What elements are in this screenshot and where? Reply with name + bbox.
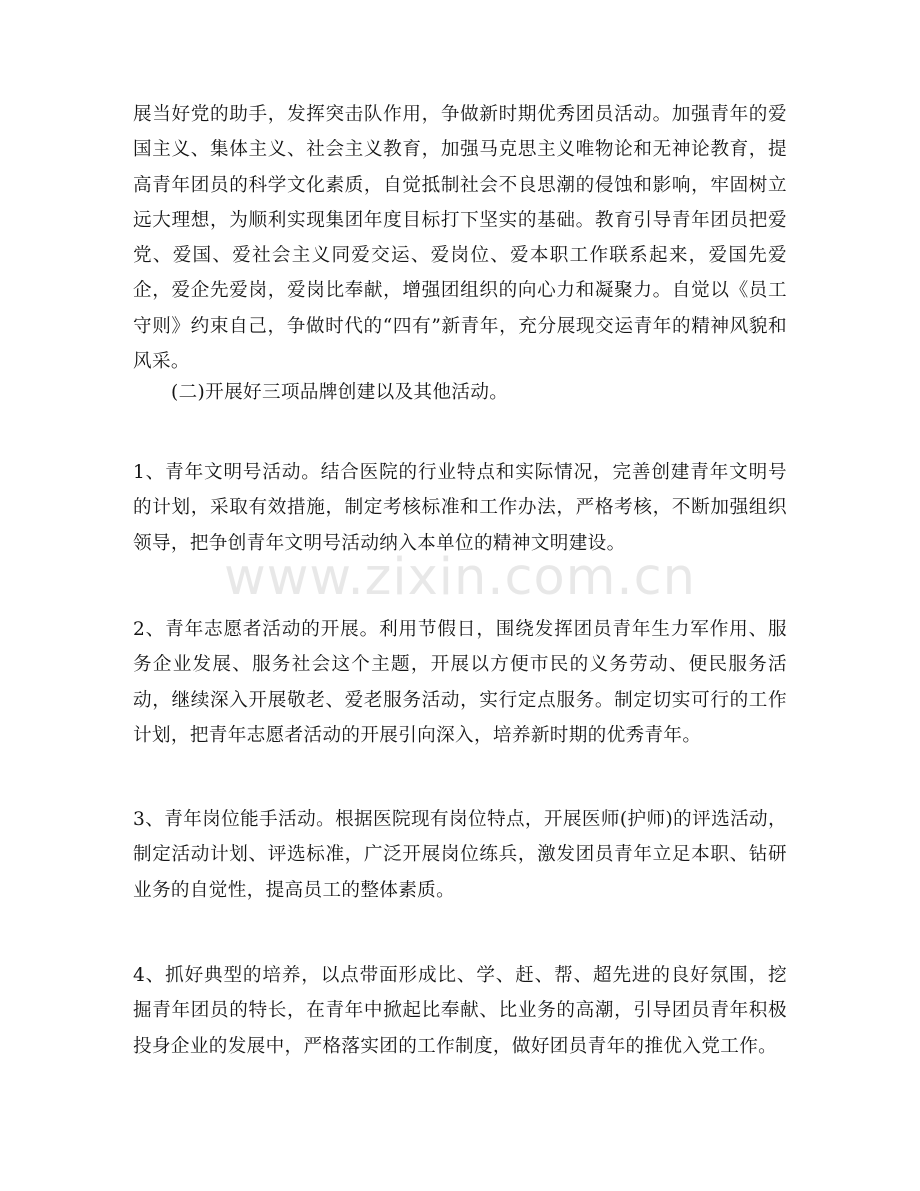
intro-paragraph: 展当好党的助手，发挥突击队作用，争做新时期优秀团员活动。加强青年的爱国主义、集体主义、社会主义教育，加强马克思主义唯物论和无神论教育，提高青年团员的科学文化素质，自觉抵制社会不良思潮的侵蚀和影响，牢固树立远大理想，为顺利实现集团年度目标打下坚实的基础。教育引导青年团员把爱党、爱国、爱社会主义同爱交运、爱岗位、爱本职工作联系起来，爱国先爱企，爱企先爱岗，爱岗比奉献，增强团组织的向心力和凝聚力。自觉以《员工守则》约束自己，争做时代的“四有”新青年，充分展现交运青年的精神风貌和风采。	[133, 104, 787, 373]
list-item-2: 2、青年志愿者活动的开展。利用节假日，围绕发挥团员青年生力军作用、服务企业发展、服务社会这个主题，开展以方便市民的义务劳动、便民服务活动，继续深入开展敬老、爱老服务活动，实行定点服务。制定切实可行的工作计划，把青年志愿者活动的开展引向深入，培养新时期的优秀青年。	[133, 619, 787, 746]
section-heading: (二)开展好三项品牌创建以及其他活动。	[171, 382, 509, 403]
list-item-1: 1、青年文明号活动。结合医院的行业特点和实际情况，完善创建青年文明号的计划，采取有效措施，制定考核标准和工作办法，严格考核，不断加强组织领导，把争创青年文明号活动纳入本单位的精神文明建设。	[133, 462, 787, 554]
list-item-4: 4、抓好典型的培养，以点带面形成比、学、赶、帮、超先进的良好氛围，挖掘青年团员的特长，在青年中掀起比奉献、比业务的高潮，引导团员青年积极投身企业的发展中，严格落实团的工作制度，做好团员青年的推优入党工作。	[133, 965, 787, 1057]
watermark: www.zixin.com.cn	[224, 548, 696, 607]
list-item-3: 3、青年岗位能手活动。根据医院现有岗位特点，开展医师(护师)的评选活动，制定活动计划、评选标准，广泛开展岗位练兵，激发团员青年立足本职、钻研业务的自觉性，提高员工的整体素质。	[133, 809, 787, 901]
